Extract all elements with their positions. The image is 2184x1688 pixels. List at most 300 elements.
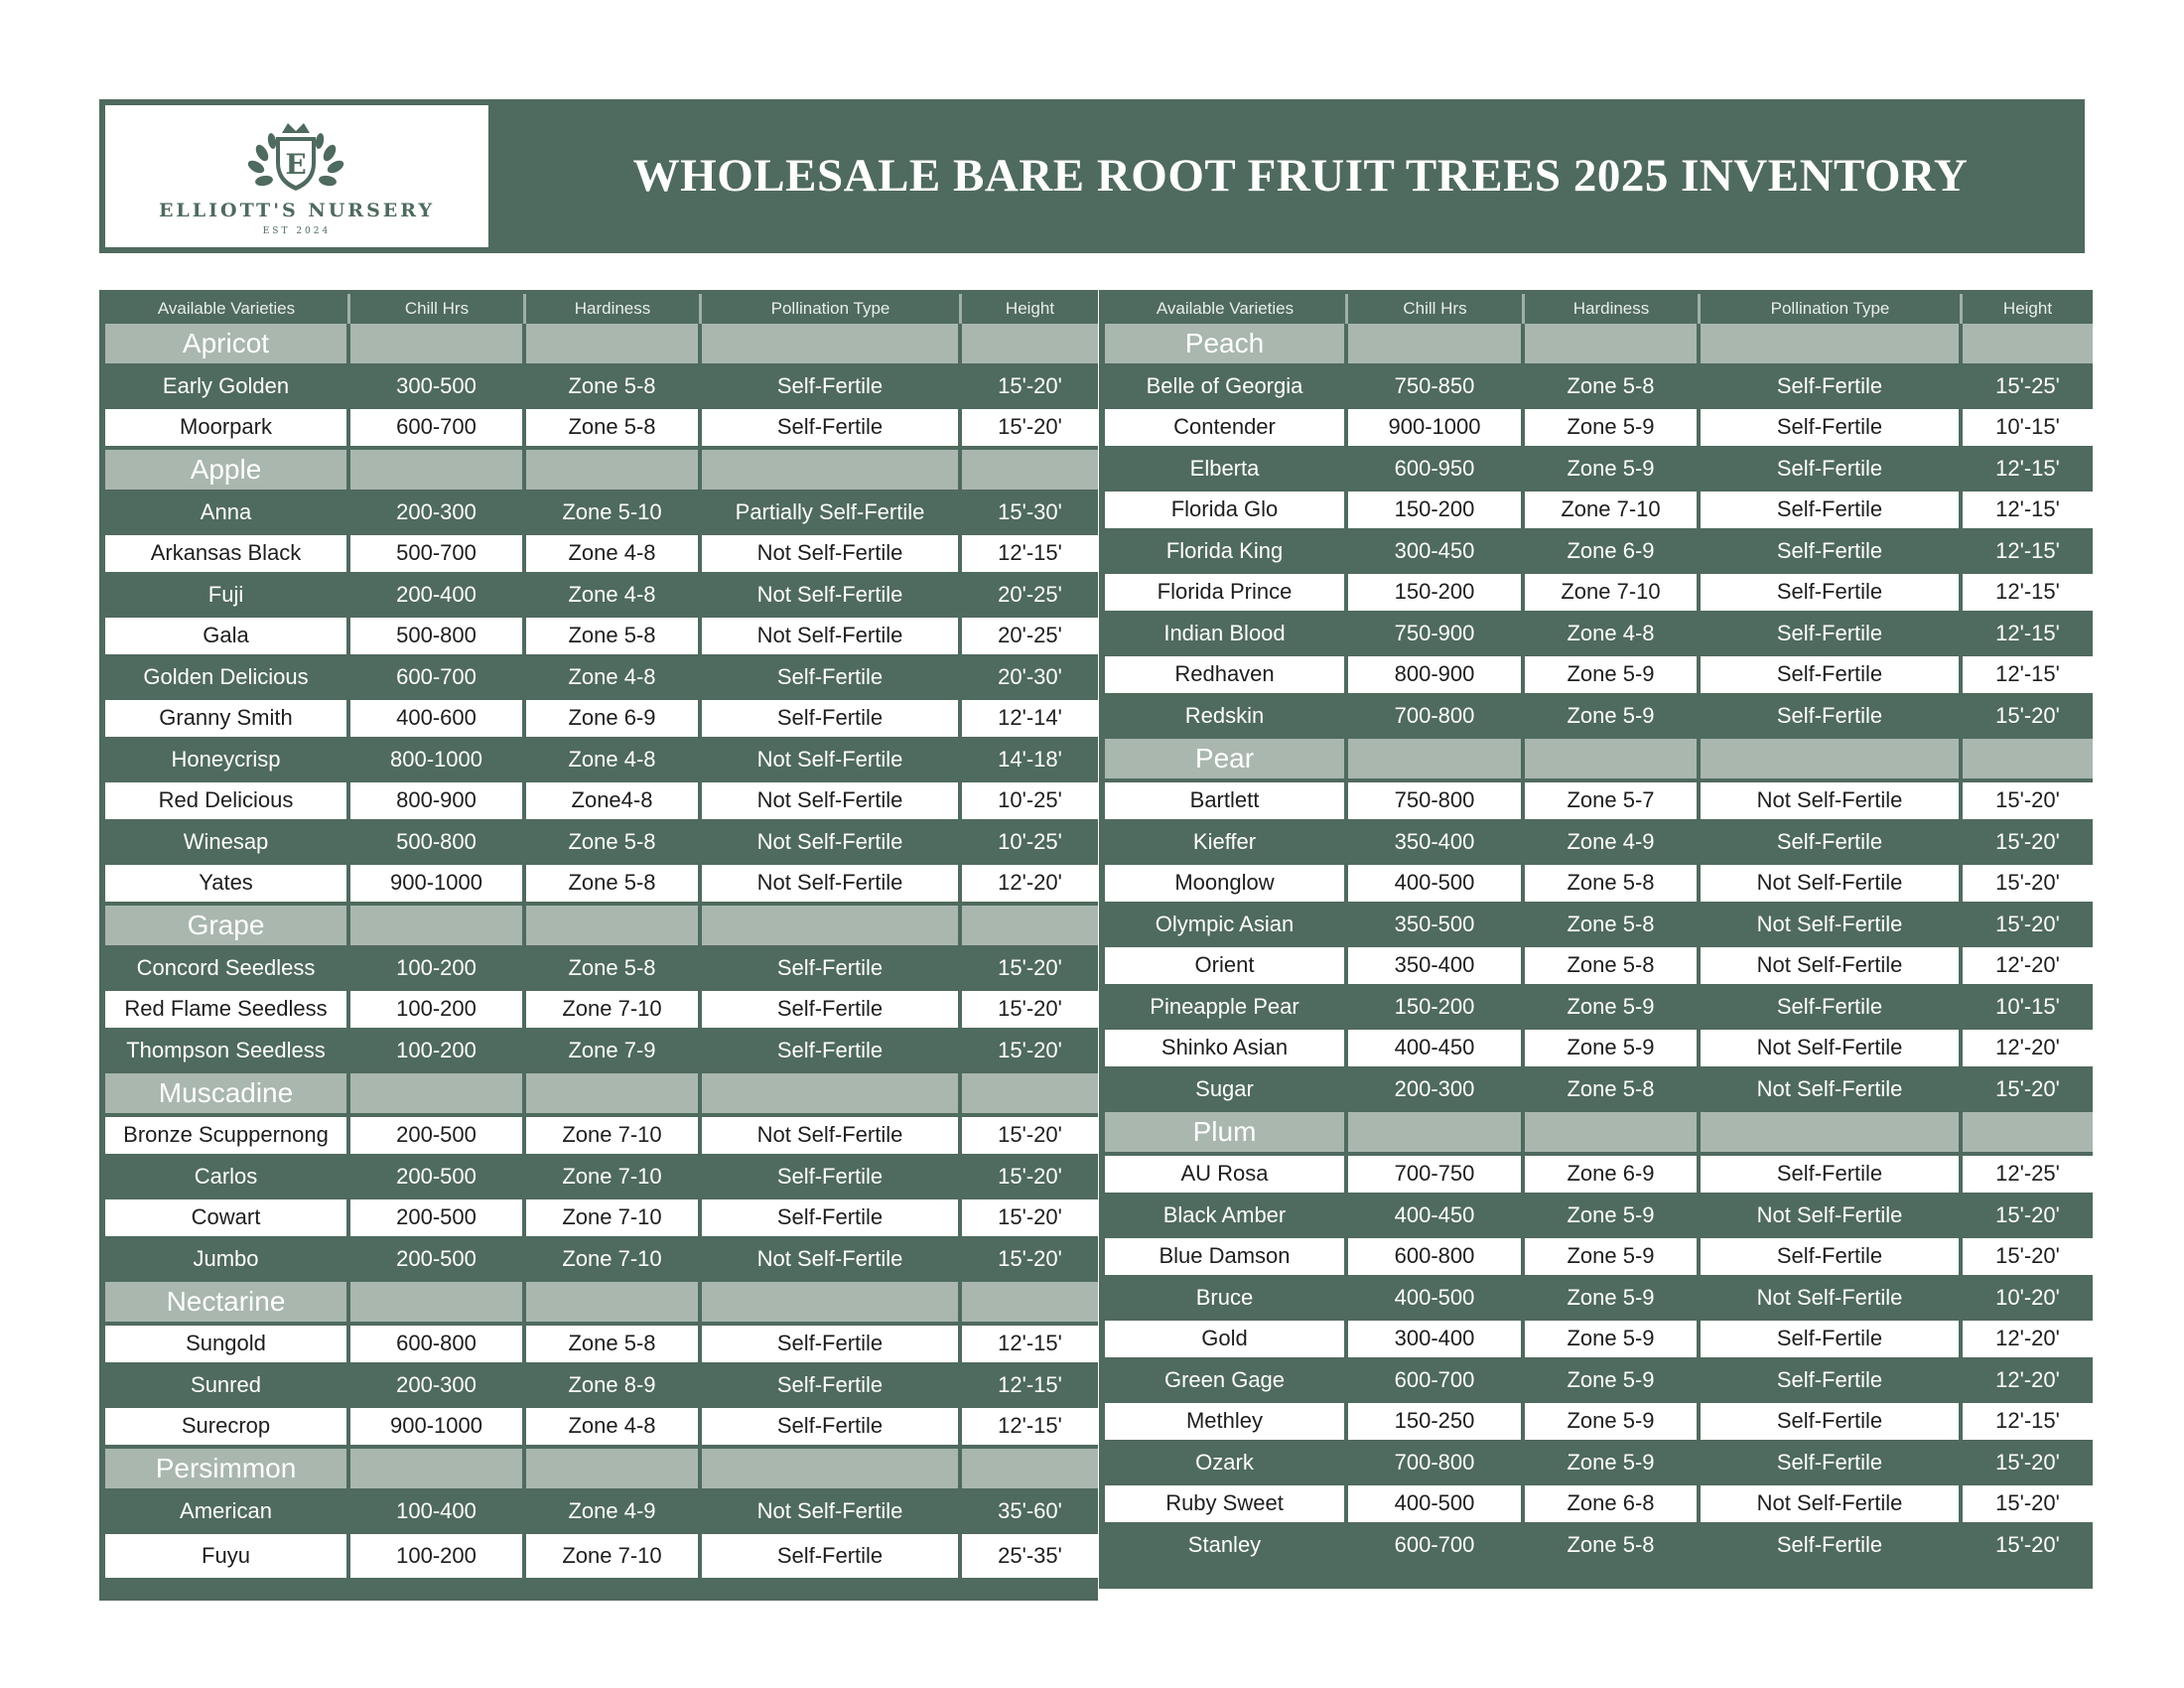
cell-available-varieties: Kieffer xyxy=(1105,823,1348,865)
cell-pollination-type: Self-Fertile xyxy=(1701,450,1963,492)
cell-available-varieties: Red Delicious xyxy=(105,782,350,824)
cell-hardiness: Zone 5-9 xyxy=(1525,1321,1701,1362)
column-header-chill-hrs: Chill Hrs xyxy=(1348,294,1525,324)
table-row xyxy=(105,618,1098,659)
category-cell xyxy=(962,1282,1098,1326)
table-row xyxy=(105,493,1098,535)
cell-height: 15'-20' xyxy=(1963,823,2093,865)
cell-hardiness: Zone 5-8 xyxy=(1525,367,1701,409)
cell-hardiness: Zone 5-9 xyxy=(1525,1030,1701,1071)
cell-chill-hrs: 700-800 xyxy=(1348,697,1525,739)
category-cell xyxy=(1963,739,2093,782)
column-header-row xyxy=(1105,294,2093,324)
cell-available-varieties: Thompson Seedless xyxy=(105,1032,350,1073)
cell-pollination-type: Not Self-Fertile xyxy=(1701,782,1963,824)
cell-chill-hrs: 600-700 xyxy=(350,409,526,451)
table-row xyxy=(1105,492,2093,533)
cell-chill-hrs: 500-700 xyxy=(350,535,526,577)
cell-height: 15'-20' xyxy=(1963,697,2093,739)
page-title: WHOLESALE BARE ROOT FRUIT TREES 2025 INVENTORY xyxy=(632,150,1969,202)
logo-name: ELLIOTT'S NURSERY xyxy=(158,200,436,221)
cell-available-varieties: Honeycrisp xyxy=(105,741,350,782)
cell-hardiness: Zone 5-9 xyxy=(1525,1196,1701,1238)
table-row xyxy=(105,1158,1098,1199)
category-cell xyxy=(1348,1112,1525,1156)
cell-pollination-type: Not Self-Fertile xyxy=(702,576,962,618)
cell-pollination-type: Self-Fertile xyxy=(1701,367,1963,409)
cell-height: 15'-20' xyxy=(1963,865,2093,907)
cell-chill-hrs: 100-200 xyxy=(350,1032,526,1073)
cell-chill-hrs: 600-800 xyxy=(1348,1238,1525,1280)
cell-pollination-type: Self-Fertile xyxy=(1701,1444,1963,1485)
cell-hardiness: Zone 7-10 xyxy=(526,1240,702,1282)
category-cell xyxy=(526,450,702,493)
cell-pollination-type: Self-Fertile xyxy=(702,991,962,1033)
cell-available-varieties: Bruce xyxy=(1105,1279,1348,1321)
cell-chill-hrs: 150-200 xyxy=(1348,574,1525,616)
category-cell xyxy=(962,324,1098,367)
category-cell xyxy=(350,1449,526,1492)
cell-available-varieties: Stanley xyxy=(1105,1526,1348,1568)
cell-pollination-type: Self-Fertile xyxy=(702,1408,962,1450)
cell-available-varieties: Red Flame Seedless xyxy=(105,991,350,1033)
cell-height: 12'-15' xyxy=(962,1326,1098,1367)
cell-hardiness: Zone 4-9 xyxy=(1525,823,1701,865)
cell-pollination-type: Not Self-Fertile xyxy=(702,1117,962,1159)
cell-hardiness: Zone 5-9 xyxy=(1525,1238,1701,1280)
cell-chill-hrs: 150-200 xyxy=(1348,492,1525,533)
category-cell xyxy=(526,1449,702,1492)
category-cell xyxy=(1348,324,1525,367)
cell-chill-hrs: 600-950 xyxy=(1348,450,1525,492)
cell-pollination-type: Not Self-Fertile xyxy=(702,1492,962,1534)
category-cell xyxy=(526,324,702,367)
category-cell xyxy=(1701,1112,1963,1156)
table-row xyxy=(1105,1444,2093,1485)
cell-hardiness: Zone 8-9 xyxy=(526,1366,702,1408)
cell-chill-hrs: 100-200 xyxy=(350,1534,526,1582)
cell-height: 15'-20' xyxy=(1963,1238,2093,1280)
table-row xyxy=(1105,1238,2093,1280)
cell-available-varieties: Contender xyxy=(1105,409,1348,451)
category-label: Apricot xyxy=(105,324,350,367)
table-row xyxy=(1105,1321,2093,1362)
cell-available-varieties: Indian Blood xyxy=(1105,615,1348,656)
category-label: Persimmon xyxy=(105,1449,350,1492)
cell-height: 15'-20' xyxy=(1963,1196,2093,1238)
cell-height: 12'-20' xyxy=(1963,1361,2093,1403)
cell-hardiness: Zone 7-10 xyxy=(526,1534,702,1582)
cell-chill-hrs: 200-300 xyxy=(350,1366,526,1408)
category-cell xyxy=(702,450,962,493)
cell-hardiness: Zone 7-10 xyxy=(526,991,702,1033)
cell-chill-hrs: 700-800 xyxy=(1348,1444,1525,1485)
cell-height: 12'-15' xyxy=(1963,532,2093,574)
cell-available-varieties: Cowart xyxy=(105,1199,350,1241)
cell-pollination-type: Self-Fertile xyxy=(702,700,962,742)
cell-pollination-type: Self-Fertile xyxy=(1701,492,1963,533)
cell-hardiness: Zone 6-9 xyxy=(1525,532,1701,574)
category-label: Peach xyxy=(1105,324,1348,367)
column-header-hardiness: Hardiness xyxy=(526,294,702,324)
svg-text:E: E xyxy=(285,148,307,181)
cell-chill-hrs: 750-850 xyxy=(1348,367,1525,409)
cell-height: 12'-15' xyxy=(1963,656,2093,698)
cell-pollination-type: Self-Fertile xyxy=(1701,574,1963,616)
cell-available-varieties: Redskin xyxy=(1105,697,1348,739)
cell-height: 15'-20' xyxy=(962,991,1098,1033)
category-row-persimmon xyxy=(105,1449,1098,1492)
category-cell xyxy=(350,1073,526,1117)
cell-available-varieties: Moorpark xyxy=(105,409,350,451)
cell-hardiness: Zone 4-9 xyxy=(526,1492,702,1534)
table-row xyxy=(105,1240,1098,1282)
cell-pollination-type: Not Self-Fertile xyxy=(1701,947,1963,989)
cell-available-varieties: Sugar xyxy=(1105,1070,1348,1112)
cell-height: 15'-25' xyxy=(1963,367,2093,409)
table-row xyxy=(1105,782,2093,824)
cell-chill-hrs: 600-700 xyxy=(1348,1361,1525,1403)
table-row xyxy=(105,658,1098,700)
cell-hardiness: Zone 5-9 xyxy=(1525,450,1701,492)
cell-chill-hrs: 750-900 xyxy=(1348,615,1525,656)
cell-available-varieties: Green Gage xyxy=(1105,1361,1348,1403)
cell-height: 12'-20' xyxy=(1963,947,2093,989)
cell-height: 12'-15' xyxy=(1963,615,2093,656)
cell-available-varieties: Sungold xyxy=(105,1326,350,1367)
cell-available-varieties: Fuji xyxy=(105,576,350,618)
cell-pollination-type: Self-Fertile xyxy=(1701,1156,1963,1197)
cell-hardiness: Zone 5-8 xyxy=(1525,1526,1701,1568)
cell-height: 12'-15' xyxy=(1963,492,2093,533)
cell-hardiness: Zone 4-8 xyxy=(526,741,702,782)
cell-height: 15'-20' xyxy=(962,409,1098,451)
cell-available-varieties: Black Amber xyxy=(1105,1196,1348,1238)
column-header-row xyxy=(105,294,1098,324)
cell-available-varieties: Elberta xyxy=(1105,450,1348,492)
cell-available-varieties: Florida Prince xyxy=(1105,574,1348,616)
cell-chill-hrs: 400-450 xyxy=(1348,1196,1525,1238)
column-header-pollination-type: Pollination Type xyxy=(702,294,962,324)
cell-height: 12'-15' xyxy=(1963,450,2093,492)
cell-chill-hrs: 500-800 xyxy=(350,823,526,865)
table-row xyxy=(1105,1485,2093,1527)
cell-available-varieties: Fuyu xyxy=(105,1534,350,1582)
cell-available-varieties: Belle of Georgia xyxy=(1105,367,1348,409)
cell-hardiness: Zone 5-10 xyxy=(526,493,702,535)
cell-height: 10'-15' xyxy=(1963,409,2093,451)
cell-pollination-type: Self-Fertile xyxy=(702,1366,962,1408)
cell-pollination-type: Self-Fertile xyxy=(702,1326,962,1367)
cell-hardiness: Zone 5-9 xyxy=(1525,409,1701,451)
cell-chill-hrs: 400-500 xyxy=(1348,865,1525,907)
cell-chill-hrs: 400-450 xyxy=(1348,1030,1525,1071)
cell-chill-hrs: 400-600 xyxy=(350,700,526,742)
cell-available-varieties: Florida King xyxy=(1105,532,1348,574)
cell-chill-hrs: 300-500 xyxy=(350,367,526,409)
cell-pollination-type: Self-Fertile xyxy=(702,367,962,409)
cell-hardiness: Zone 5-9 xyxy=(1525,988,1701,1030)
cell-pollination-type: Not Self-Fertile xyxy=(1701,1070,1963,1112)
cell-chill-hrs: 200-500 xyxy=(350,1240,526,1282)
table-row xyxy=(1105,906,2093,947)
cell-hardiness: Zone 7-10 xyxy=(1525,574,1701,616)
cell-pollination-type: Self-Fertile xyxy=(1701,1238,1963,1280)
cell-height: 15'-20' xyxy=(1963,1526,2093,1568)
cell-chill-hrs: 800-900 xyxy=(350,782,526,824)
category-row-muscadine xyxy=(105,1073,1098,1117)
cell-chill-hrs: 200-500 xyxy=(350,1199,526,1241)
cell-hardiness: Zone 6-8 xyxy=(1525,1485,1701,1527)
cell-hardiness: Zone 5-9 xyxy=(1525,1279,1701,1321)
category-cell xyxy=(962,906,1098,949)
table-row xyxy=(105,865,1098,907)
cell-chill-hrs: 600-700 xyxy=(1348,1526,1525,1568)
column-header-height: Height xyxy=(962,294,1098,324)
table-row xyxy=(105,535,1098,577)
table-row xyxy=(1105,1156,2093,1197)
cell-hardiness: Zone 7-10 xyxy=(526,1117,702,1159)
cell-hardiness: Zone 5-8 xyxy=(526,1326,702,1367)
cell-available-varieties: Methley xyxy=(1105,1403,1348,1445)
table-row xyxy=(1105,1526,2093,1568)
cell-chill-hrs: 900-1000 xyxy=(350,865,526,907)
table-row xyxy=(105,991,1098,1033)
table-row xyxy=(105,367,1098,409)
column-header-pollination-type: Pollination Type xyxy=(1701,294,1963,324)
cell-available-varieties: Orient xyxy=(1105,947,1348,989)
table-row xyxy=(105,741,1098,782)
category-label: Apple xyxy=(105,450,350,493)
category-cell xyxy=(1525,1112,1701,1156)
cell-hardiness: Zone 5-8 xyxy=(526,823,702,865)
cell-available-varieties: Granny Smith xyxy=(105,700,350,742)
cell-hardiness: Zone 5-9 xyxy=(1525,1403,1701,1445)
table-row xyxy=(105,1492,1098,1534)
cell-height: 12'-15' xyxy=(962,1366,1098,1408)
cell-pollination-type: Not Self-Fertile xyxy=(1701,906,1963,947)
cell-available-varieties: Moonglow xyxy=(1105,865,1348,907)
cell-pollination-type: Self-Fertile xyxy=(1701,409,1963,451)
table-row xyxy=(1105,1196,2093,1238)
category-row-apricot xyxy=(105,324,1098,367)
cell-pollination-type: Not Self-Fertile xyxy=(702,535,962,577)
cell-chill-hrs: 700-750 xyxy=(1348,1156,1525,1197)
cell-height: 15'-20' xyxy=(962,1117,1098,1159)
cell-pollination-type: Self-Fertile xyxy=(1701,1403,1963,1445)
cell-chill-hrs: 400-500 xyxy=(1348,1279,1525,1321)
cell-height: 12'-14' xyxy=(962,700,1098,742)
table-row xyxy=(105,700,1098,742)
category-row-apple xyxy=(105,450,1098,493)
cell-hardiness: Zone 5-8 xyxy=(1525,947,1701,989)
cell-height: 12'-15' xyxy=(1963,574,2093,616)
category-cell xyxy=(962,1073,1098,1117)
cell-pollination-type: Self-Fertile xyxy=(1701,823,1963,865)
cell-height: 15'-20' xyxy=(962,1199,1098,1241)
cell-hardiness: Zone 5-9 xyxy=(1525,656,1701,698)
table-row xyxy=(1105,988,2093,1030)
table-row xyxy=(105,1366,1098,1408)
cell-hardiness: Zone 5-8 xyxy=(1525,906,1701,947)
category-cell xyxy=(702,1449,962,1492)
table-row xyxy=(105,1326,1098,1367)
cell-pollination-type: Self-Fertile xyxy=(702,1158,962,1199)
cell-height: 20'-25' xyxy=(962,576,1098,618)
left-inventory-table xyxy=(99,290,1098,1601)
cell-height: 12'-20' xyxy=(962,865,1098,907)
category-cell xyxy=(350,324,526,367)
cell-available-varieties: Redhaven xyxy=(1105,656,1348,698)
cell-available-varieties: Florida Glo xyxy=(1105,492,1348,533)
cell-available-varieties: Gala xyxy=(105,618,350,659)
cell-available-varieties: Sunred xyxy=(105,1366,350,1408)
cell-hardiness: Zone 7-9 xyxy=(526,1032,702,1073)
cell-height: 10'-20' xyxy=(1963,1279,2093,1321)
cell-available-varieties: American xyxy=(105,1492,350,1534)
cell-height: 15'-20' xyxy=(1963,906,2093,947)
cell-height: 15'-20' xyxy=(962,1240,1098,1282)
category-cell xyxy=(1701,324,1963,367)
cell-available-varieties: Surecrop xyxy=(105,1408,350,1450)
cell-chill-hrs: 100-200 xyxy=(350,991,526,1033)
cell-chill-hrs: 100-200 xyxy=(350,949,526,991)
cell-height: 20'-25' xyxy=(962,618,1098,659)
table-row xyxy=(105,1408,1098,1450)
cell-available-varieties: Carlos xyxy=(105,1158,350,1199)
cell-chill-hrs: 150-250 xyxy=(1348,1403,1525,1445)
category-label: Muscadine xyxy=(105,1073,350,1117)
cell-height: 15'-20' xyxy=(1963,1485,2093,1527)
cell-hardiness: Zone 5-8 xyxy=(526,865,702,907)
cell-pollination-type: Not Self-Fertile xyxy=(1701,865,1963,907)
table-row xyxy=(1105,615,2093,656)
cell-height: 15'-20' xyxy=(962,367,1098,409)
cell-available-varieties: Anna xyxy=(105,493,350,535)
category-cell xyxy=(1963,1112,2093,1156)
table-row xyxy=(105,1534,1098,1582)
category-cell xyxy=(1525,739,1701,782)
cell-height: 35'-60' xyxy=(962,1492,1098,1534)
cell-pollination-type: Self-Fertile xyxy=(1701,615,1963,656)
cell-pollination-type: Self-Fertile xyxy=(702,409,962,451)
table-row xyxy=(105,949,1098,991)
cell-available-varieties: Ruby Sweet xyxy=(1105,1485,1348,1527)
category-cell xyxy=(702,1073,962,1117)
cell-chill-hrs: 200-400 xyxy=(350,576,526,618)
cell-chill-hrs: 750-800 xyxy=(1348,782,1525,824)
category-cell xyxy=(526,1282,702,1326)
category-cell xyxy=(702,906,962,949)
category-cell xyxy=(1701,739,1963,782)
cell-hardiness: Zone 7-10 xyxy=(526,1199,702,1241)
table-row xyxy=(1105,409,2093,451)
cell-available-varieties: Early Golden xyxy=(105,367,350,409)
cell-height: 12'-15' xyxy=(962,1408,1098,1450)
cell-height: 25'-35' xyxy=(962,1534,1098,1582)
column-header-available-varieties: Available Varieties xyxy=(1105,294,1348,324)
cell-available-varieties: Gold xyxy=(1105,1321,1348,1362)
table-row xyxy=(105,409,1098,451)
cell-height: 10'-25' xyxy=(962,782,1098,824)
cell-height: 12'-15' xyxy=(1963,1403,2093,1445)
cell-available-varieties: Bartlett xyxy=(1105,782,1348,824)
category-cell xyxy=(350,1282,526,1326)
cell-hardiness: Zone 5-8 xyxy=(526,949,702,991)
cell-pollination-type: Self-Fertile xyxy=(1701,532,1963,574)
cell-height: 15'-20' xyxy=(1963,782,2093,824)
cell-chill-hrs: 900-1000 xyxy=(350,1408,526,1450)
cell-height: 15'-20' xyxy=(962,1032,1098,1073)
column-header-available-varieties: Available Varieties xyxy=(105,294,350,324)
cell-hardiness: Zone 5-9 xyxy=(1525,697,1701,739)
category-cell xyxy=(1963,324,2093,367)
cell-chill-hrs: 900-1000 xyxy=(1348,409,1525,451)
table-row xyxy=(105,1199,1098,1241)
cell-pollination-type: Not Self-Fertile xyxy=(702,1240,962,1282)
cell-chill-hrs: 350-400 xyxy=(1348,947,1525,989)
cell-pollination-type: Self-Fertile xyxy=(702,1199,962,1241)
cell-pollination-type: Self-Fertile xyxy=(702,949,962,991)
cell-pollination-type: Not Self-Fertile xyxy=(702,782,962,824)
category-row-peach xyxy=(1105,324,2093,367)
cell-chill-hrs: 800-1000 xyxy=(350,741,526,782)
table-row xyxy=(105,1032,1098,1073)
table-row xyxy=(105,1117,1098,1159)
cell-chill-hrs: 100-400 xyxy=(350,1492,526,1534)
cell-available-varieties: Winesap xyxy=(105,823,350,865)
page-header xyxy=(99,99,2085,253)
category-cell xyxy=(702,1282,962,1326)
cell-available-varieties: Pineapple Pear xyxy=(1105,988,1348,1030)
cell-available-varieties: Arkansas Black xyxy=(105,535,350,577)
cell-height: 15'-20' xyxy=(962,1158,1098,1199)
cell-available-varieties: AU Rosa xyxy=(1105,1156,1348,1197)
category-cell xyxy=(1348,739,1525,782)
table-row xyxy=(1105,532,2093,574)
cell-height: 10'-15' xyxy=(1963,988,2093,1030)
category-cell xyxy=(962,1449,1098,1492)
cell-hardiness: Zone 7-10 xyxy=(526,1158,702,1199)
column-header-chill-hrs: Chill Hrs xyxy=(350,294,526,324)
cell-pollination-type: Not Self-Fertile xyxy=(1701,1196,1963,1238)
category-cell xyxy=(350,906,526,949)
cell-pollination-type: Self-Fertile xyxy=(1701,988,1963,1030)
cell-chill-hrs: 200-500 xyxy=(350,1158,526,1199)
category-cell xyxy=(702,324,962,367)
cell-chill-hrs: 150-200 xyxy=(1348,988,1525,1030)
cell-available-varieties: Jumbo xyxy=(105,1240,350,1282)
cell-pollination-type: Not Self-Fertile xyxy=(1701,1485,1963,1527)
category-label: Pear xyxy=(1105,739,1348,782)
cell-pollination-type: Self-Fertile xyxy=(702,658,962,700)
cell-pollination-type: Self-Fertile xyxy=(1701,1361,1963,1403)
logo-est: EST 2024 xyxy=(262,226,332,236)
cell-pollination-type: Self-Fertile xyxy=(702,1534,962,1582)
table-row xyxy=(1105,450,2093,492)
table-row xyxy=(105,823,1098,865)
cell-hardiness: Zone 5-8 xyxy=(526,367,702,409)
cell-hardiness: Zone 5-9 xyxy=(1525,1361,1701,1403)
category-label: Plum xyxy=(1105,1112,1348,1156)
cell-height: 10'-25' xyxy=(962,823,1098,865)
table-row xyxy=(1105,823,2093,865)
table-row xyxy=(1105,1361,2093,1403)
table-row xyxy=(1105,1279,2093,1321)
cell-available-varieties: Golden Delicious xyxy=(105,658,350,700)
cell-pollination-type: Self-Fertile xyxy=(1701,1526,1963,1568)
cell-chill-hrs: 200-300 xyxy=(350,493,526,535)
